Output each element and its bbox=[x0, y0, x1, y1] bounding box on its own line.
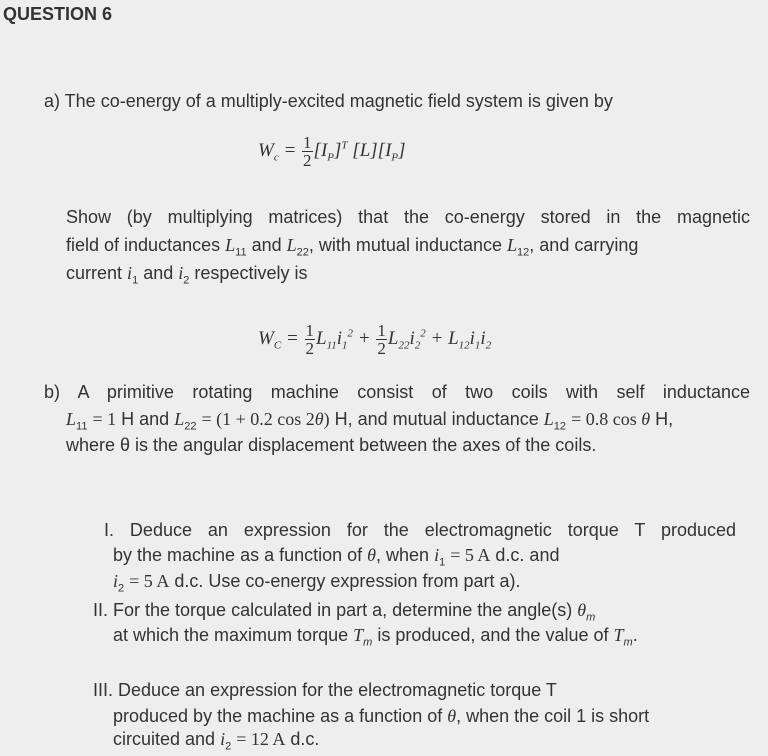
part-a-line3: current $i_1$ and $i_2$ respectively is bbox=[66, 263, 308, 287]
part-b-line2: $L_{11} = 1$ H and $L_{22} = (1 + 0.2$ cos 2θ) H, and mutual inductance $L_{12} = 0.8$ cos θ H, bbox=[66, 409, 674, 433]
coenergy-matrix-equation: $W_c$ = $\frac{1}{2}$ $[I_P]^T$ $[L][I_P]$ bbox=[258, 133, 406, 170]
coenergy-expanded-equation: $W_C$ = $\frac{1}{2}$ $L_{11}i_1^2$ + $\frac{1}{2}$ $L_{22}i_2^2 + L_{12}i_1i_2$ bbox=[258, 321, 492, 358]
q1-line1: I. Deduce an expression for the electromagnetic torque T produced bbox=[104, 520, 736, 540]
q3-line1: III. Deduce an expression for the electromagnetic torque T bbox=[93, 680, 557, 700]
part-b-line3: where θ is the angular displacement between the axes of the coils. bbox=[66, 435, 597, 455]
part-a-intro: a) The co-energy of a multiply-excited magnetic field system is given by bbox=[44, 91, 613, 111]
q2-line1: II. For the torque calculated in part a, determine the angle(s) $\theta_m$ bbox=[93, 600, 596, 624]
q1-line2: by the machine as a function of θ, when $i_1 = 5$ A d.c. and bbox=[113, 545, 560, 569]
part-a-line2: field of inductances $L_{11}$ and $L_{22}$, with mutual inductance $L_{12}$, and carrying bbox=[66, 235, 639, 259]
part-b-line1: b) A primitive rotating machine consist of two coils with self inductance bbox=[44, 382, 750, 402]
part-a-line1: Show (by multiplying matrices) that the co-energy stored in the magnetic bbox=[66, 207, 750, 227]
q3-line3: circuited and $i_2 = 12$ A d.c. bbox=[113, 729, 320, 753]
q2-line2: at which the maximum torque $T_m$ is produced, and the value of $T_m$. bbox=[113, 625, 638, 649]
q3-line2: produced by the machine as a function of θ, when the coil 1 is short bbox=[113, 706, 650, 726]
question-heading: QUESTION 6 bbox=[3, 4, 113, 24]
q1-line3: $i_2 = 5$ A d.c. Use co-energy expression from part a). bbox=[113, 571, 521, 595]
